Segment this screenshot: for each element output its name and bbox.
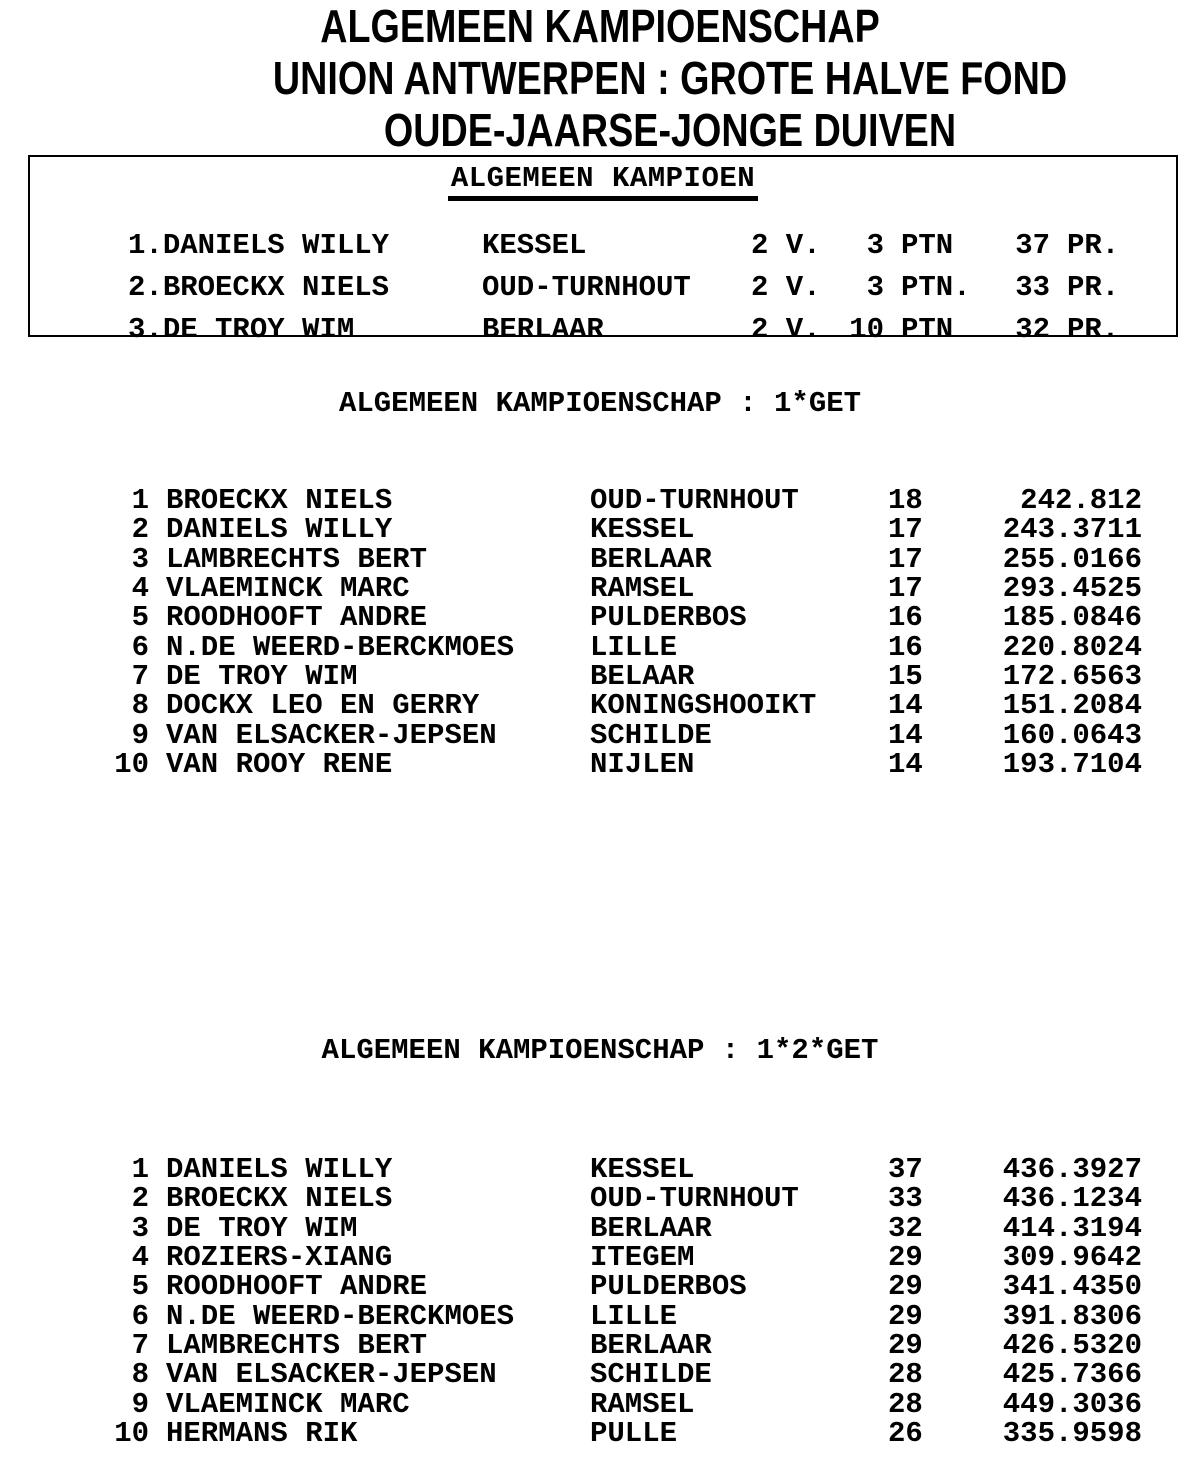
champion-name: BROECKX NIELS xyxy=(162,271,390,304)
row-count: 37 xyxy=(888,1153,923,1186)
row-points: 220.8024 xyxy=(1002,630,1142,664)
champion-races: 2 V. xyxy=(751,271,821,304)
row-points: 391.8306 xyxy=(1002,1299,1142,1333)
champion-pr-value: 33 xyxy=(1015,271,1050,304)
row-name: ROODHOOFT ANDRE xyxy=(166,1270,428,1304)
champion-ptn-label: PTN xyxy=(901,313,954,346)
row-count: 29 xyxy=(888,1241,923,1275)
section2-heading: ALGEMEEN KAMPIOENSCHAP : 1*2*GET xyxy=(321,1034,879,1067)
row-name: VAN ROOY RENE xyxy=(166,748,393,782)
champion-city: OUD-TURNHOUT xyxy=(482,271,691,304)
title-line-2: UNION ANTWERPEN : GROTE HALVE FOND xyxy=(272,52,1068,104)
row-points: 172.6563 xyxy=(1002,660,1142,694)
row-city: PULDERBOS xyxy=(590,1270,747,1304)
row-city: ITEGEM xyxy=(590,1241,695,1275)
section2-list xyxy=(100,1153,1142,1451)
row-city: SCHILDE xyxy=(590,1358,712,1392)
row-city: RAMSEL xyxy=(590,1387,695,1421)
champion-box-heading: ALGEMEEN KAMPIOEN xyxy=(448,164,758,201)
row-rank: 9 xyxy=(131,718,149,752)
row-count: 17 xyxy=(888,542,923,576)
champion-pr-value: 37 xyxy=(1015,229,1050,262)
list-row xyxy=(100,1270,1142,1304)
row-rank: 2 xyxy=(131,513,149,547)
title-line-3: OUDE-JAARSE-JONGE DUIVEN xyxy=(383,104,957,156)
champion-pr-value: 32 xyxy=(1015,313,1050,346)
row-rank: 4 xyxy=(131,1241,149,1275)
row-rank: 4 xyxy=(131,572,149,606)
row-count: 28 xyxy=(888,1358,923,1392)
row-city: OUD-TURNHOUT xyxy=(590,484,799,517)
row-rank: 10 xyxy=(114,1417,149,1451)
champion-entry xyxy=(128,267,482,309)
list-row xyxy=(100,486,1142,515)
row-name: HERMANS RIK xyxy=(166,1417,358,1451)
row-points: 436.1234 xyxy=(1002,1182,1142,1216)
list-row xyxy=(100,1299,1142,1333)
row-name: VAN ELSACKER-JEPSEN xyxy=(166,1358,497,1392)
row-rank: 7 xyxy=(131,660,149,694)
row-rank: 5 xyxy=(131,1270,149,1304)
row-count: 32 xyxy=(888,1211,923,1245)
row-city: KONINGSHOOIKT xyxy=(590,689,817,723)
row-count: 14 xyxy=(888,718,923,752)
champion-ptn-label: PTN. xyxy=(901,271,971,304)
row-rank: 9 xyxy=(131,1387,149,1421)
champion-box xyxy=(28,155,1178,346)
row-count: 29 xyxy=(888,1270,923,1304)
list-row xyxy=(100,1358,1142,1392)
row-points: 425.7366 xyxy=(1002,1358,1142,1392)
row-name: LAMBRECHTS BERT xyxy=(166,542,428,576)
champion-pr-label: PR. xyxy=(1067,313,1120,346)
row-name: LAMBRECHTS BERT xyxy=(166,1329,428,1363)
list-row xyxy=(100,513,1142,547)
champion-entry xyxy=(128,309,482,351)
row-count: 17 xyxy=(888,572,923,606)
row-points: 426.5320 xyxy=(1002,1329,1142,1363)
list-row xyxy=(100,1387,1142,1421)
champion-entry xyxy=(128,225,482,267)
list-row xyxy=(100,1155,1142,1184)
row-rank: 6 xyxy=(131,1299,149,1333)
title-line-1: ALGEMEEN KAMPIOENSCHAP xyxy=(320,0,880,52)
row-points: 193.7104 xyxy=(1002,748,1142,782)
row-city: PULDERBOS xyxy=(590,601,747,635)
list-row xyxy=(100,1211,1142,1245)
champion-name: DANIELS WILLY xyxy=(162,229,390,262)
champion-box-rows xyxy=(128,225,1170,351)
row-count: 14 xyxy=(888,748,923,782)
row-count: 16 xyxy=(888,630,923,664)
row-points: 309.9642 xyxy=(1002,1241,1142,1275)
row-city: KESSEL xyxy=(590,513,695,547)
row-count: 17 xyxy=(888,513,923,547)
list-row xyxy=(100,601,1142,635)
champion-row xyxy=(128,267,1170,309)
row-rank: 8 xyxy=(131,1358,149,1392)
row-rank: 3 xyxy=(131,542,149,576)
row-points: 243.3711 xyxy=(1002,513,1142,547)
row-rank: 1 xyxy=(131,484,149,517)
row-count: 28 xyxy=(888,1387,923,1421)
champion-ptn-value: 3 xyxy=(866,271,884,304)
row-rank: 6 xyxy=(131,630,149,664)
row-points: 293.4525 xyxy=(1002,572,1142,606)
row-name: N.DE WEERD-BERCKMOES xyxy=(166,630,515,664)
row-count: 14 xyxy=(888,689,923,723)
row-points: 242.812 xyxy=(1020,484,1142,517)
row-rank: 1 xyxy=(131,1153,149,1186)
row-count: 29 xyxy=(888,1329,923,1363)
champion-row xyxy=(128,225,1170,267)
row-rank: 2 xyxy=(131,1182,149,1216)
row-name: VAN ELSACKER-JEPSEN xyxy=(166,718,497,752)
champion-row xyxy=(128,309,1170,351)
row-points: 160.0643 xyxy=(1002,718,1142,752)
row-city: LILLE xyxy=(590,630,678,664)
row-name: DANIELS WILLY xyxy=(166,1153,393,1186)
row-points: 449.3036 xyxy=(1002,1387,1142,1421)
row-city: LILLE xyxy=(590,1299,678,1333)
list-row xyxy=(100,542,1142,576)
row-count: 33 xyxy=(888,1182,923,1216)
row-rank: 8 xyxy=(131,689,149,723)
row-name: DE TROY WIM xyxy=(166,660,358,694)
champion-city: KESSEL xyxy=(482,229,587,262)
row-city: BERLAAR xyxy=(590,1211,712,1245)
row-rank: 10 xyxy=(114,748,149,782)
champion-pr-label: PR. xyxy=(1067,271,1120,304)
row-name: N.DE WEERD-BERCKMOES xyxy=(166,1299,515,1333)
champion-ptn-value: 10 xyxy=(849,313,884,346)
section1-list xyxy=(100,484,1142,782)
list-row xyxy=(100,718,1142,752)
row-city: PULLE xyxy=(590,1417,678,1451)
champion-races: 2 V. xyxy=(751,229,821,262)
row-city: NIJLEN xyxy=(590,748,695,782)
row-city: SCHILDE xyxy=(590,718,712,752)
section1-heading: ALGEMEEN KAMPIOENSCHAP : 1*GET xyxy=(338,387,862,420)
row-rank: 7 xyxy=(131,1329,149,1363)
row-points: 335.9598 xyxy=(1002,1417,1142,1451)
list-row xyxy=(100,1417,1142,1451)
champion-ptn-label: PTN xyxy=(901,229,954,262)
list-row xyxy=(100,630,1142,664)
row-points: 341.4350 xyxy=(1002,1270,1142,1304)
row-name: DE TROY WIM xyxy=(166,1211,358,1245)
row-points: 185.0846 xyxy=(1002,601,1142,635)
champion-races: 2 V. xyxy=(751,313,821,346)
row-points: 414.3194 xyxy=(1002,1211,1142,1245)
list-row xyxy=(100,660,1142,694)
row-rank: 3 xyxy=(131,1211,149,1245)
list-row xyxy=(100,1329,1142,1363)
row-name: BROECKX NIELS xyxy=(166,1182,393,1216)
row-rank: 5 xyxy=(131,601,149,635)
row-name: ROZIERS-XIANG xyxy=(166,1241,393,1275)
list-row xyxy=(100,572,1142,606)
row-count: 18 xyxy=(888,484,923,517)
row-name: VLAEMINCK MARC xyxy=(166,1387,410,1421)
row-count: 16 xyxy=(888,601,923,635)
row-city: BERLAAR xyxy=(590,1329,712,1363)
champion-name: DE TROY WIM xyxy=(162,313,355,346)
champion-pr-label: PR. xyxy=(1067,229,1120,262)
page-title xyxy=(0,0,1200,156)
champion-city: BERLAAR xyxy=(482,313,604,346)
row-city: OUD-TURNHOUT xyxy=(590,1182,799,1216)
champion-rank: 3. xyxy=(128,313,163,346)
row-name: DOCKX LEO EN GERRY xyxy=(166,689,480,723)
row-points: 255.0166 xyxy=(1002,542,1142,576)
row-city: BELAAR xyxy=(590,660,695,694)
row-points: 151.2084 xyxy=(1002,689,1142,723)
list-row xyxy=(100,689,1142,723)
row-city: RAMSEL xyxy=(590,572,695,606)
row-name: VLAEMINCK MARC xyxy=(166,572,410,606)
row-city: KESSEL xyxy=(590,1153,695,1186)
champion-rank: 1. xyxy=(128,229,163,262)
row-name: BROECKX NIELS xyxy=(166,484,393,517)
row-name: DANIELS WILLY xyxy=(166,513,393,547)
row-count: 29 xyxy=(888,1299,923,1333)
row-city: BERLAAR xyxy=(590,542,712,576)
row-count: 26 xyxy=(888,1417,923,1451)
champion-box-heading-wrap xyxy=(30,164,1176,201)
row-count: 15 xyxy=(888,660,923,694)
champion-rank: 2. xyxy=(128,271,163,304)
row-points: 436.3927 xyxy=(1002,1153,1142,1186)
list-row xyxy=(100,1241,1142,1275)
row-name: ROODHOOFT ANDRE xyxy=(166,601,428,635)
champion-ptn-value: 3 xyxy=(866,229,884,262)
list-row xyxy=(100,1182,1142,1216)
list-row xyxy=(100,748,1142,782)
